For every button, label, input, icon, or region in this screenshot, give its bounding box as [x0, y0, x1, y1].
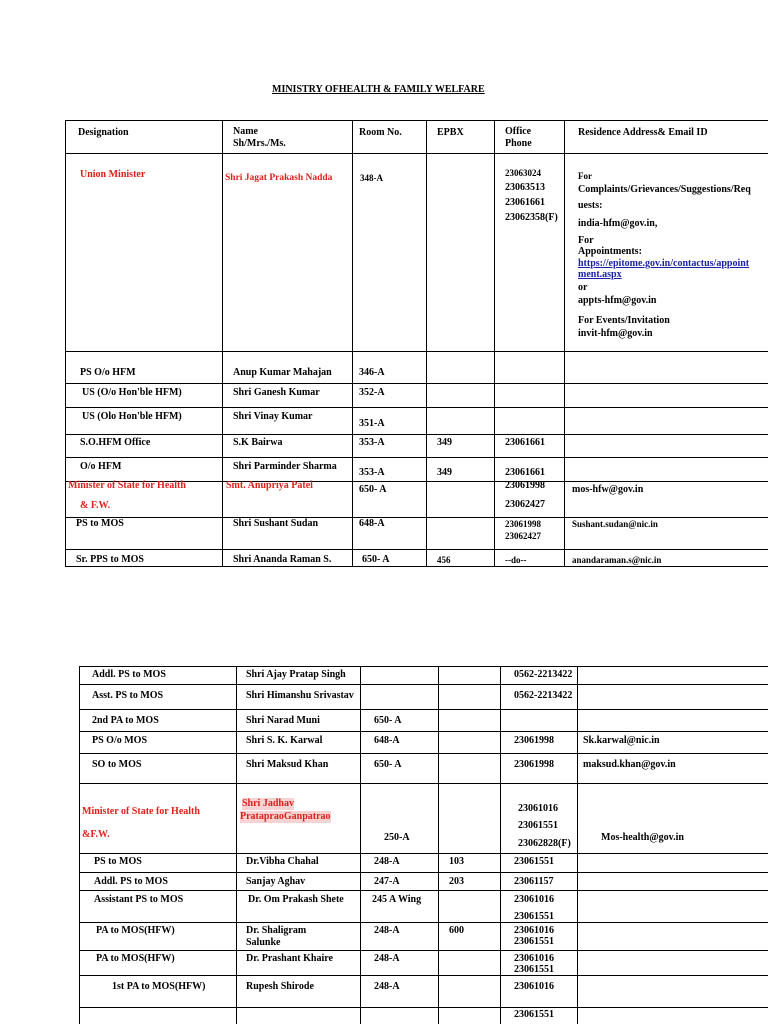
t3-row-5-designation: PA to MOS(HFW)	[96, 953, 175, 964]
mos1-room: 650- A	[359, 484, 387, 495]
mos1-designation-cont: & F.W.	[80, 500, 111, 511]
t2-row-1-phone: 0562-2213422	[514, 669, 573, 680]
row-sr-pps-name: Shri Ananda Raman S.	[233, 554, 332, 565]
t2-row-4-email[interactable]: Sk.karwal@nic.in	[583, 735, 660, 746]
mos2-email[interactable]: Mos-health@gov.in	[601, 832, 684, 843]
header-name: Name	[233, 126, 258, 137]
t3-row-2-designation: Addl. PS to MOS	[94, 876, 168, 887]
t2-row-1-name: Shri Ajay Pratap Singh	[246, 669, 346, 680]
t2-row-4-designation: PS O/o MOS	[92, 735, 148, 746]
t3-row-1-room: 248-A	[374, 856, 400, 867]
union-contact-2: uests:	[578, 200, 603, 211]
header-room: Room No.	[359, 127, 402, 138]
union-phone-3: 23061661	[505, 197, 545, 208]
union-designation: Union Minister	[80, 169, 146, 180]
mos2-phone-1: 23061016	[518, 803, 558, 814]
mos2-name-cont: PratapraoGanpatrao	[240, 811, 331, 822]
t3-last-phone: 23061551	[514, 1009, 554, 1020]
t3-row-4-name: Dr. Shaligram	[246, 925, 307, 936]
mos1-phone-1: 23061998	[505, 480, 545, 491]
mos2-phone-fax: 23062828(F)	[518, 838, 571, 849]
union-phone-1: 23063024	[505, 168, 541, 178]
t3-row-4-room: 248-A	[374, 925, 400, 936]
t3-row-2-room: 247-A	[374, 876, 400, 887]
row-ps-mos-phone-2: 23062427	[505, 531, 541, 541]
row-so-hfm-room: 353-A	[359, 437, 385, 448]
t3-row-1-designation: PS to MOS	[94, 856, 142, 867]
row-oo-hfm-epbx: 349	[437, 467, 452, 478]
t2-row-5-name: Shri Maksud Khan	[246, 759, 329, 770]
t3-row-3-room: 245 A Wing	[372, 894, 422, 905]
t3-row-6-name: Rupesh Shirode	[246, 981, 314, 992]
row-so-hfm-name: S.K Bairwa	[233, 437, 283, 448]
row-ps-mos-room: 648-A	[359, 518, 385, 529]
union-contact-1: Complaints/Grievances/Suggestions/Req	[578, 184, 751, 195]
t2-row-1-designation: Addl. PS to MOS	[92, 669, 166, 680]
row-ps-mos-designation: PS to MOS	[76, 518, 124, 529]
row-sr-pps-room: 650- A	[362, 554, 390, 565]
t2-row-5-room: 650- A	[374, 759, 402, 770]
row-ps-mos-email[interactable]: Sushant.sudan@nic.in	[572, 519, 658, 529]
row-ps-mos-phone: 23061998	[505, 519, 541, 529]
t3-row-5-phone-2: 23061551	[514, 964, 554, 975]
header-residence: Residence Address& Email ID	[578, 127, 708, 138]
row-oo-hfm-phone: 23061661	[505, 467, 545, 478]
union-contact-10: For Events/Invitation	[578, 315, 670, 326]
union-email-grievance[interactable]: india-hfm@gov.in,	[578, 218, 658, 229]
row-sr-pps-phone: --do--	[505, 555, 527, 565]
row-us-vinay-designation: US (Olo Hon'ble HFM)	[82, 411, 182, 422]
row-sr-pps-designation: Sr. PPS to MOS	[76, 554, 144, 565]
row-sr-pps-epbx: 456	[437, 555, 451, 565]
t3-row-4-name-cont: Salunke	[246, 937, 281, 948]
t3-row-4-phone: 23061016	[514, 925, 554, 936]
mos1-name: Smt. Anupriya Patel	[226, 480, 313, 491]
t2-row-4-name: Shri S. K. Karwal	[246, 735, 323, 746]
t3-row-6-phone: 23061016	[514, 981, 554, 992]
row-oo-hfm-designation: O/o HFM	[80, 461, 122, 472]
row-so-hfm-phone: 23061661	[505, 437, 545, 448]
t2-row-5-email[interactable]: maksud.khan@gov.in	[583, 759, 676, 770]
row-oo-hfm-room: 353-A	[359, 467, 385, 478]
row-us-ganesh-name: Shri Ganesh Kumar	[233, 387, 320, 398]
t2-row-5-designation: SO to MOS	[92, 759, 142, 770]
mos2-designation: Minister of State for Health	[82, 806, 200, 817]
row-us-ganesh-room: 352-A	[359, 387, 385, 398]
row-us-ganesh-designation: US (O/o Hon'ble HFM)	[82, 387, 182, 398]
mos1-phone-2: 23062427	[505, 499, 545, 510]
row-us-vinay-room: 351-A	[359, 418, 385, 429]
row-sr-pps-email[interactable]: anandaraman.s@nic.in	[572, 555, 662, 565]
union-contact-0: For	[578, 171, 592, 181]
t3-row-6-designation: 1st PA to MOS(HFW)	[112, 981, 206, 992]
t3-row-5-phone: 23061016	[514, 953, 554, 964]
header-designation: Designation	[78, 127, 129, 138]
union-email-appts[interactable]: appts-hfm@gov.in	[578, 295, 657, 306]
t3-row-5-name: Dr. Prashant Khaire	[246, 953, 333, 964]
union-phone-fax: 23062358(F)	[505, 212, 558, 223]
mos2-name: Shri Jadhav	[242, 798, 294, 809]
t3-row-3-phone: 23061016	[514, 894, 554, 905]
t2-row-3-room: 650- A	[374, 715, 402, 726]
t3-row-6-room: 248-A	[374, 981, 400, 992]
t2-row-4-phone: 23061998	[514, 735, 554, 746]
row-oo-hfm-name: Shri Parminder Sharma	[233, 461, 337, 472]
t3-row-5-room: 248-A	[374, 953, 400, 964]
t2-row-3-designation: 2nd PA to MOS	[92, 715, 159, 726]
row-so-hfm-epbx: 349	[437, 437, 452, 448]
header-name-sub: Sh/Mrs./Ms.	[233, 138, 286, 149]
union-name: Shri Jagat Prakash Nadda	[225, 173, 333, 183]
appointment-link-cont[interactable]: ment.aspx	[578, 269, 622, 280]
t3-row-3-designation: Assistant PS to MOS	[94, 894, 184, 905]
row-us-vinay-name: Shri Vinay Kumar	[233, 411, 313, 422]
t3-row-3-name: Dr. Om Prakash Shete	[248, 894, 344, 905]
row-ps-hfm-name: Anup Kumar Mahajan	[233, 367, 332, 378]
union-phone-2: 23063513	[505, 182, 545, 193]
t2-row-5-phone: 23061998	[514, 759, 554, 770]
t3-row-2-name: Sanjay Aghav	[246, 876, 306, 887]
t2-row-4-room: 648-A	[374, 735, 400, 746]
row-ps-hfm-designation: PS O/o HFM	[80, 367, 136, 378]
t3-row-2-epbx: 203	[449, 876, 464, 887]
t3-row-4-epbx: 600	[449, 925, 464, 936]
union-email-invit[interactable]: invit-hfm@gov.in	[578, 328, 653, 339]
row-ps-hfm-room: 346-A	[359, 367, 385, 378]
row-so-hfm-designation: S.O.HFM Office	[80, 437, 151, 448]
t2-row-2-phone: 0562-2213422	[514, 690, 573, 701]
t3-row-4-designation: PA to MOS(HFW)	[96, 925, 175, 936]
mos2-room: 250-A	[384, 832, 410, 843]
mos1-email[interactable]: mos-hfw@gov.in	[572, 484, 644, 495]
t3-row-1-epbx: 103	[449, 856, 464, 867]
t3-row-1-phone: 23061551	[514, 856, 554, 867]
t3-row-4-phone-2: 23061551	[514, 936, 554, 947]
header-office-sub: Phone	[505, 138, 532, 149]
t2-row-3-name: Shri Narad Muni	[246, 715, 320, 726]
page-title: MINISTRY OFHEALTH & FAMILY WELFARE	[272, 84, 485, 95]
union-contact-4: For	[578, 235, 594, 246]
union-contact-8: or	[578, 282, 588, 293]
t2-row-2-designation: Asst. PS to MOS	[92, 690, 164, 701]
union-room: 348-A	[360, 173, 383, 183]
t2-row-2-name: Shri Himanshu Srivastav	[246, 690, 354, 701]
header-epbx: EPBX	[437, 127, 464, 138]
union-contact-5: Appointments:	[578, 246, 642, 257]
mos1-designation: Minister of State for Health	[68, 480, 186, 491]
t3-row-1-name: Dr.Vibha Chahal	[246, 856, 319, 867]
t3-row-2-phone: 23061157	[514, 876, 554, 887]
header-office: Office	[505, 126, 532, 137]
t3-row-3-phone-2: 23061551	[514, 911, 554, 922]
appointment-link[interactable]: https://epitome.gov.in/contactus/appoint	[578, 258, 750, 269]
row-ps-mos-name: Shri Sushant Sudan	[233, 518, 319, 529]
mos2-phone-2: 23061551	[518, 820, 558, 831]
mos2-designation-cont: &F.W.	[82, 829, 110, 840]
